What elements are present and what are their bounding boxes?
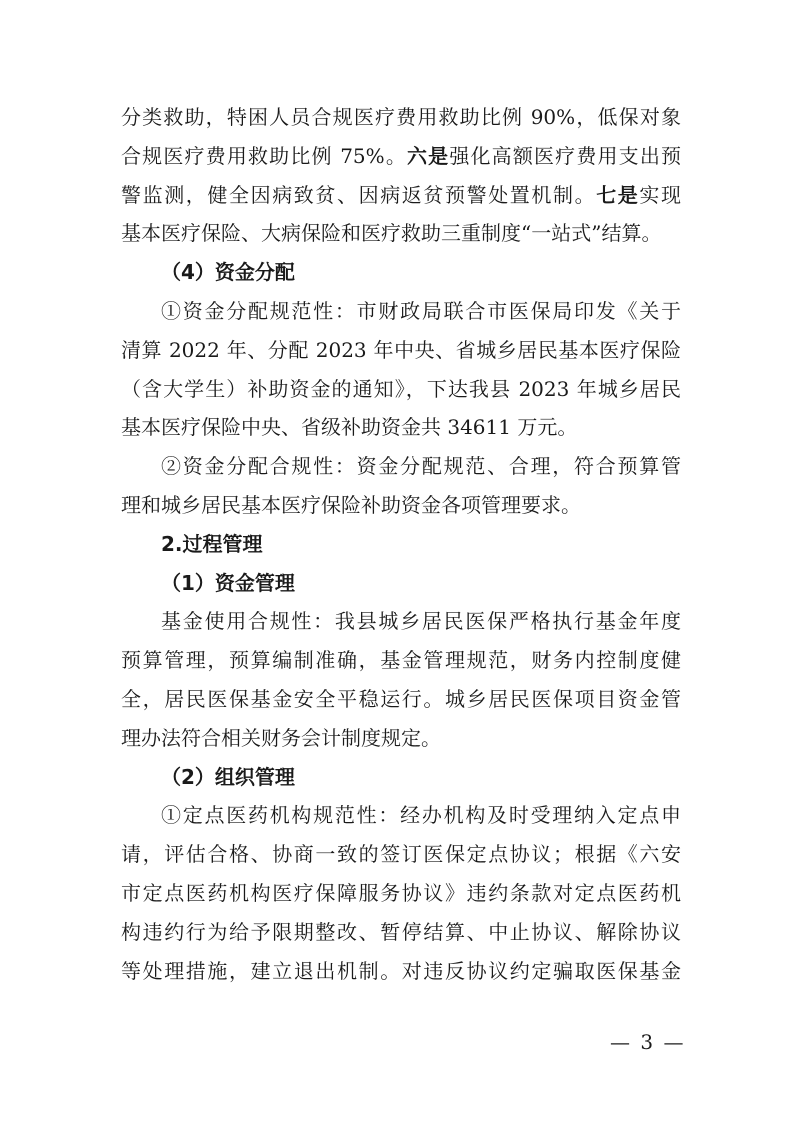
paragraph-text: 合规医疗费用救助比例 75%。 (121, 143, 407, 168)
subsection-heading: （2）组织管理 (161, 764, 295, 789)
paragraph-line (121, 176, 681, 215)
paragraph-text: 强化高额医疗费用支出预 (449, 143, 681, 168)
bold-marker: 六是 (407, 143, 450, 168)
paragraph-line: 清算 2022 年、分配 2023 年中央、省城乡居民基本医疗保险 (121, 337, 681, 362)
paragraph-line: 基本医疗保险、大病保险和医疗救助三重制度“一站式”结算。 (121, 221, 662, 246)
paragraph-text: 实现 (639, 182, 681, 207)
bold-marker: 七是 (596, 182, 640, 207)
paragraph-line: 全，居民医保基金安全平稳运行。城乡居民医保项目资金管 (121, 686, 681, 711)
paragraph-line: 市定点医药机构医疗保障服务协议》违约条款对定点医药机 (121, 880, 681, 905)
paragraph-line: 等处理措施，建立退出机制。对违反协议约定骗取医保基金 (121, 958, 681, 983)
paragraph-line: （含大学生）补助资金的通知》，下达我县 2023 年城乡居民 (121, 376, 681, 401)
paragraph-line: ①定点医药机构规范性：经办机构及时受理纳入定点申 (161, 803, 681, 828)
document-body (121, 98, 681, 990)
paragraph-line (121, 137, 681, 176)
paragraph-line: ②资金分配合规性：资金分配规范、合理，符合预算管 (161, 454, 681, 479)
paragraph-line: 构违约行为给予限期整改、暂停结算、中止协议、解除协议 (121, 919, 681, 944)
paragraph-line: 理办法符合相关财务会计制度规定。 (121, 725, 441, 750)
paragraph-line: 预算管理，预算编制准确，基金管理规范，财务内控制度健 (121, 648, 681, 673)
paragraph-line: 理和城乡居民基本医疗保险补助资金各项管理要求。 (121, 492, 581, 517)
page-number: — 3 — (610, 1030, 686, 1054)
paragraph-line: 基金使用合规性：我县城乡居民医保严格执行基金年度 (161, 609, 681, 634)
section-heading: （4）资金分配 (161, 260, 295, 285)
section-heading: 2.过程管理 (161, 531, 263, 556)
paragraph-line: 分类救助，特困人员合规医疗费用救助比例 90%，低保对象 (121, 105, 681, 129)
subsection-heading: （1）资金管理 (161, 570, 295, 595)
paragraph-line: 基本医疗保险中央、省级补助资金共 34611 万元。 (121, 415, 578, 440)
paragraph-line: ①资金分配规范性：市财政局联合市医保局印发《关于 (161, 298, 681, 323)
paragraph-line: 请，评估合格、协商一致的签订医保定点协议；根据《六安 (121, 842, 681, 867)
paragraph-text: 警监测，健全因病致贫、因病返贫预警处置机制。 (121, 182, 597, 207)
